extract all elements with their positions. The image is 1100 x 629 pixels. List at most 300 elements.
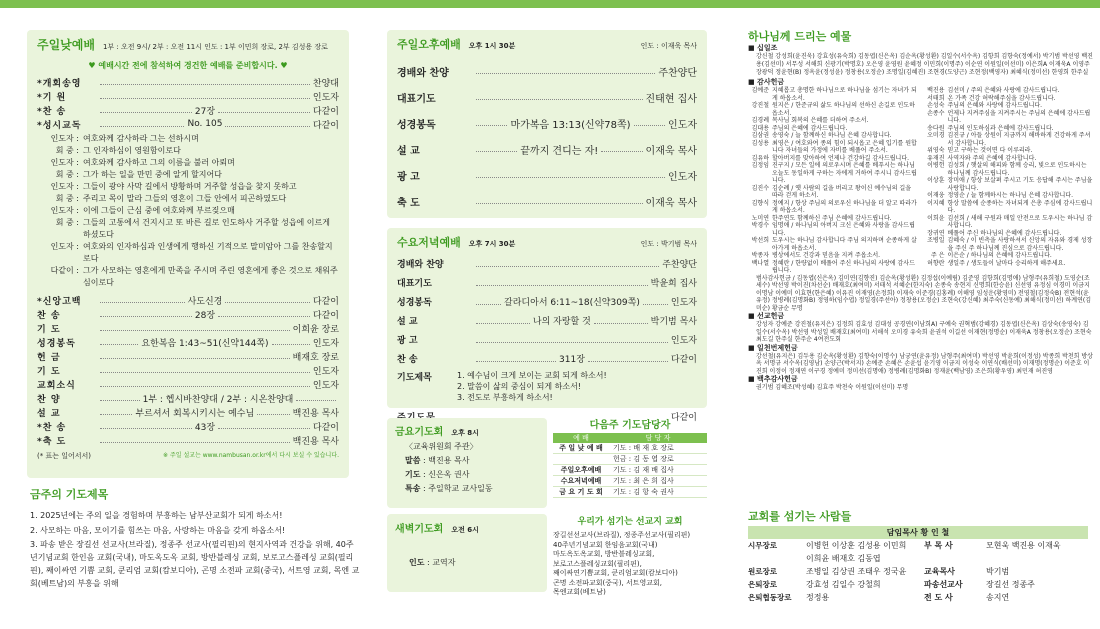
order-content: 요한복음 1:43~51(신약144쪽) [141,338,269,349]
next-week-person: 기도 : 김 항 숙 권사 [613,488,674,496]
order-row [397,254,697,273]
dot-leader [476,299,501,305]
servers-table [748,539,1088,604]
thanks-name: 주 은 [931,252,945,259]
order-content: 27장 [194,106,216,117]
order-label: 광 고 [397,171,420,183]
servers-names: 강효성 김일수 강철희 [806,580,881,589]
next-week-head: 예 배 [573,434,589,442]
thanks-text: 지혜롭고 총명한 하나님으로 하나님을 섬기는 자녀가 되게 하옵소서. [772,87,917,102]
servers-names: 박기범 [986,567,1010,576]
dot-leader [100,423,192,429]
thanks-row [748,125,918,133]
reading-text: 그들의 고통에서 건지시고 또 바른 길로 인도하사 거주할 성읍에 이르게 하셨도다 [83,218,330,239]
thanks-text: 송영숙 / 늘 함께하신 하나님 은혜 감사합니다. [772,132,892,139]
servers-role: 전 도 사 [924,593,953,602]
servers-role: 부 목 사 [924,541,953,550]
thanks-row [748,185,918,200]
servers-names: 정정용 [806,593,830,602]
thanks-text: 임명애 / 하나님의 아버지 크신 은혜와 사랑을 감사드립니다. [772,222,915,237]
order-row [397,136,697,162]
thanks-text: 사역자와 주의 은혜에 감사합니다. [947,154,1037,162]
order-leader: 인도자 [670,298,698,308]
dot-leader [218,423,310,429]
thanks-row [748,200,918,215]
thanks-text: 김성희 / 햇살의 해피와 함께 승리, 빛으로 인도하시는 하나님께 감사드립니다. [947,162,1087,177]
order-leader: 배재호 장로 [292,352,339,363]
dot-leader [225,121,309,127]
dot-leader [218,311,310,317]
thanks-text: 병상에서도 건강과 믿음을 지켜 주옵소서. [772,252,881,259]
thanks-text: 할아버지를 맞아하여 언제나 건강하길 감사드립니다. [772,154,910,162]
order-row [37,89,339,103]
dot-leader [476,120,507,126]
dot-leader [476,94,643,100]
order-label: 경배와 찬양 [397,67,449,79]
thanks-text: 믿고 구하는 것이면 다 이루리라. [947,147,1033,154]
friday-row-label: 말씀 [405,456,421,465]
next-week-head: 담 당 자 [645,434,671,442]
order-row [37,433,339,447]
servers-role: 교육목사 [924,567,955,576]
offering-title: 하나님께 드리는 예물 [748,30,852,43]
thanks-row [748,155,918,163]
thanks-row [924,260,1094,268]
thanks-name: 손종수 [927,109,945,117]
servers-names: 조병일 김상권 조태우 정국윤 [806,567,907,576]
reading-text: 그가 사모하는 영혼에게 만족을 주시며 주린 영혼에게 좋은 것으로 채워주심이로다 [83,266,338,287]
thanks-name: 허향란 [927,259,945,267]
burnt-offering-heading: ■ 일천번제헌금 [748,343,798,352]
afternoon-leader: 인도 : 이재욱 목사 [640,42,697,50]
thanks-row [924,102,1094,110]
thanks-row [924,177,1094,192]
dawn-time: 오전 6시 [451,526,479,534]
dawn-prayer-panel: 새벽기도회 오전 6시 인도 : 교역자 [387,514,547,592]
servers-row [748,578,1088,591]
thanks-text: 장미애 / 항상 보살펴 주시고 기도 응답해 주시는 주님을 사랑합니다. [947,177,1093,192]
prayer-item: 2. 사모하는 마음, 모이기를 힘쓰는 마음, 사랑하는 마음을 갖게 하옵소서! [30,526,286,535]
dot-leader [296,395,336,401]
order-leader: 인도자 [668,119,698,131]
thanks-text: 항상 말씀에 순종하는 자녀되게 은총 주심에 감사드립니다. [947,199,1093,214]
thanks-text: 이은순 / 하나님의 은혜에 감사드립니다. [947,252,1052,259]
order-content: 부르셔서 회복시키시는 예수님 [135,408,255,419]
thanks-row [924,230,1094,238]
thanks-name: 김진수 [751,184,769,192]
thanks-row [748,162,918,185]
reading-text: 그가 하는 일을 만민 중에 알게 할지어다 [83,170,222,179]
thanks-text: 최영은 / 여호와여 종의 힘이 되시옵고 은혜 입기를 원합니다 자녀들의 가정에 자비를 베풀어 주소서. [772,139,917,154]
next-week-row [553,465,707,476]
dot-leader [100,107,192,113]
dawn-value: 교역자 [432,558,456,567]
thanks-list-left [748,87,918,275]
dot-leader [218,107,310,113]
reading-row [37,169,339,181]
reading-text: 여호와께 감사하고 그의 이름을 불러 아뢰며 [83,158,235,167]
dot-leader [100,339,138,345]
order-row [37,377,339,391]
thanks-text: 김선미 / 주의 은혜와 사랑에 감사드립니다. [947,87,1060,94]
wednesday-time: 오후 7시 30분 [468,240,516,248]
reading-row [37,145,339,157]
thanks-name: 박경수 [751,222,769,229]
order-leader: 진태현 집사 [645,93,697,105]
thanks-name: 백나열 [751,259,769,267]
order-label: 찬 양 [37,394,61,405]
thanks-name: 이병헌 [927,162,945,169]
order-content: No. 105 [187,119,223,129]
reading-row [37,133,339,145]
thanks-row [924,237,1094,252]
order-label: *찬 송 [37,422,67,433]
senior-pastor: 담임목사 황 인 철 [748,526,1088,539]
servers-role: 파송선교사 [924,580,963,589]
friday-title: 금요기도회 [395,427,444,438]
afternoon-service-panel [387,30,707,218]
thanks-name: 김대용 [751,124,769,132]
order-label: *기 원 [37,92,67,103]
friday-prayer-panel: 금요기도회 오후 8시 〈교육위원회 주관〉 말씀 : 백진용 목사 기도 : 신은옥 권사 특송 : 주일학교 교사일동 [387,418,547,508]
dot-leader [100,353,290,359]
thanks-row [924,87,1094,95]
dot-leader [100,121,184,127]
thanks-text: 주님의 은혜에 감사드립니다. [772,124,848,132]
reading-row [37,181,339,193]
thanks-name: 이재웅 [927,192,945,199]
order-leader: 다같이 [312,106,339,117]
thanks-text: 김진규 / 아들 상원이 지금까지 해바하게 건강하게 주셔서 감사합니다. [947,132,1091,147]
reading-text: 그 인자하심이 영원함이로다 [83,146,181,155]
order-label: 성경봉독 [37,338,76,349]
servers-row [748,591,1088,604]
thanks-name: 김성용 [751,139,769,147]
next-week-prayer-section [553,416,707,498]
wednesday-prayer-item: 2. 말씀이 삶의 중심이 되게 하소서! [457,382,582,391]
order-row [37,75,339,89]
dot-leader [257,409,289,415]
order-row [397,110,697,136]
order-row [37,349,339,363]
order-label: *성시교독 [37,120,82,131]
thanks-text: 정혜란 / 한량없이 베풀어 주신 하나님의 사랑에 감사드립니다. [772,259,915,274]
mission-line: 목엔교회(베트남) [553,588,606,596]
thanks-text: 진구지 / 모든 일에 의로우시며 은혜를 베푸시는 하나님 오늘도 동일하게 구하는 자에게 거하여 주시니 감사드립니다. [772,162,917,184]
friday-row-value: 백진용 목사 [428,456,470,465]
mission-line: 마도옥도옥교회, 방반블레싱교회, [553,550,655,558]
reading-speaker: 회 중 : [55,194,79,203]
order-row [397,58,697,84]
dot-leader [476,146,517,152]
friday-row-label: 기도 [405,470,421,479]
wednesday-order [397,254,697,368]
afternoon-title: 주일오후예배 [397,38,461,51]
thanks-name: 서태희 [927,94,945,102]
thanks-heading: ■ 감사헌금 [748,78,785,86]
top-accent-bar [0,0,1100,8]
order-content: 28장 [194,310,216,321]
next-week-service: 금 요 기 도 회 [559,488,603,496]
thanks-name: 박종자 [751,252,769,259]
thanks-name: 이지혜 [927,199,945,207]
servers-role [924,552,986,565]
order-content: 1부 : 헵시바찬양대 / 2부 : 시온찬양대 [142,394,294,405]
sunday-notice: ♥ 예배시간 전에 참석하여 경건한 예배를 준비합시다. ♥ [88,61,288,70]
friday-host: 〈교육위원회 주관〉 [405,442,478,451]
thanks-row [924,162,1094,177]
reading-text: 주리고 목이 말라 그들의 영혼이 그들 안에서 피곤하였도다 [83,194,287,203]
thanks-name: 손성숙 [927,102,945,109]
order-label: *신앙고백 [37,296,82,307]
thanks-row [748,237,918,252]
friday-row-value: 신은옥 권사 [428,470,470,479]
tithe-list: 강신철 강성희(윤진욱) 강효성(유숙희) 김동엽(신은옥) 김순옥(황성환) 김일수(서수옥) 김항희 김항숙(정예서) 박기범 박선영 백진용(김선미) 서무성 서해희 신광기(박명호) 오은영 윤영원 윤혜정 이민희(이명주) 이순연 이원일(이선미) 이은희A 이재욱A 이영주 장광덕 정윤현(B) 정옥윤(정성윤) 정창용(오정순) 조명일(김혜진) 조현경(도양근) 조현정(백영자) 최혜식(정미선) 한영희 한주실 [756,53,1093,76]
order-leader: 찬양대 [312,78,339,89]
order-leader: 백진용 목사 [292,408,339,419]
thanks-name: 오미경 [927,132,945,139]
next-week-row [553,476,707,487]
thanks-row [924,252,1094,260]
website-note: ※ 주일 설교는 www.nambusan.or.kr에서 다시 보실 수 있습니다. [163,452,339,459]
order-row [37,117,339,131]
missions-section [553,514,707,598]
order-leader: 인도자 [312,92,339,103]
thanks-row [924,132,1094,147]
reading-text: 여호와께 감사하라 그는 선하시며 [83,134,199,143]
wednesday-service-panel [387,228,707,423]
next-week-service: 수요저녁예배 [560,477,602,485]
order-leader: 인도자 [670,336,697,346]
tithe-heading: ■ 십일조 [748,44,778,52]
dot-leader [272,339,310,345]
order-label: 설 교 [397,145,420,157]
order-label: 찬 송 [397,355,418,365]
thanks-name: 조병일 [927,237,945,244]
reading-speaker: 인도자 : [50,182,79,191]
order-label: 경배와 찬양 [397,260,444,270]
order-content: 갈라디아서 6:11~18(신약309쪽) [504,298,640,308]
order-label: 대표기도 [397,279,432,289]
order-content: 311장 [559,355,585,365]
dot-leader [100,79,310,85]
reading-row [37,217,339,241]
servers-role: 은퇴장로 [748,580,777,589]
order-row [397,84,697,110]
servers-names [986,552,1088,565]
order-label: 성경봉독 [397,119,436,131]
next-week-row [553,487,707,498]
thanks-text: 주님의 은혜와 사랑에 감사드립니다. [947,102,1043,109]
thanks-name: 박선희 [751,237,769,244]
dot-leader [601,146,642,152]
order-label: 축 도 [397,197,420,209]
order-label: *찬 송 [37,106,67,117]
order-label: 광 고 [397,336,418,346]
thanks-row [748,252,918,260]
dot-leader [100,93,310,99]
prayer-topics-section [30,486,360,590]
sunday-time: 1부 : 오전 9시/ 2부 : 오전 11시 인도 : 1부 이민희 장로, 2부 김성용 장로 [102,43,328,51]
dot-leader [100,437,290,443]
dot-leader [225,297,310,303]
missions-title: 우리가 섬기는 선교지 교회 [577,517,683,527]
order-leader: 다같이 [670,355,697,365]
order-leader: 다같이 [312,422,339,433]
dot-leader [594,318,648,324]
order-row [397,188,697,214]
wednesday-prayer-item: 1. 예수님이 크게 보이는 교회 되게 하소서! [457,371,607,380]
reading-text: 이에 그들이 근심 중에 여호와께 부르짖으매 [83,206,235,215]
dot-leader [643,299,668,305]
order-leader: 인도자 [312,338,339,349]
dot-leader [100,395,140,401]
order-leader: 다같이 [312,310,339,321]
afternoon-order [397,58,697,214]
order-label: 대표기도 [397,93,436,105]
dot-leader [476,318,530,324]
order-content: 마가복음 13:13(신약78쪽) [510,119,631,131]
order-label: 기 도 [37,366,61,377]
thanks-row [748,215,918,223]
thanks-text: 온 가족 건강 허락해주심을 감사드립니다. [947,94,1056,102]
reading-speaker: 인도자 : [50,134,79,143]
mission-line: 곤명 소전파교회(중국), 서트영교회, [553,578,663,587]
order-label: *개회송영 [37,78,82,89]
thanks-name: 김정임 [751,162,769,169]
order-leader: 인도자 [312,380,339,391]
next-week-person: 기도 : 최 은 희 집사 [613,477,674,485]
thanks-row [748,222,918,237]
mission-line: 째이싸연기쁨교회, 쿤리엄교회(캄보디아) [553,569,678,577]
order-leader: 주찬양단 [658,67,697,79]
thanks-name: 강진철 [751,102,769,109]
order-label: 헌 금 [37,352,61,363]
servers-title: 교회를 섬기는 사람들 [748,510,852,523]
reading-text: 그들이 광야 사막 길에서 방황하며 거주할 성읍을 찾지 못하고 [83,182,297,191]
dot-leader [476,356,556,362]
thanks-text: 언제나 지켜주심을 지켜주시는 주님의 은혜에 감사드립니다. [947,109,1091,124]
order-leader: 다같이 [312,120,340,131]
reading-speaker: 인도자 : [50,206,79,215]
responsive-reading [37,133,339,289]
sunday-order-bottom [37,293,339,447]
dot-leader [476,337,668,343]
thanks-name: 김향식 [751,199,769,207]
mission-line: 보로고스플레싱교회(필리핀), [553,559,642,568]
next-week-row [553,443,707,454]
wednesday-leader: 인도 : 박기범 목사 [640,240,697,248]
dot-leader [100,381,310,387]
next-week-row [553,454,707,465]
burnt-offering-list: 강선철(유지은) 김두용 김순옥(황성환) 김향숙(이명수) 남궁연(윤유정) 남형주(최여미) 박선영 박윤희(이정성) 박종희 박천희 방상옥 서명규 서수옥(김영남) 손양근(박서지) 손예준 손혜은 손윤섭 윤기영 이금지 이성숙 이연식(배선미) 이재명(정명순) 이준호 이진희 이정이 정재연 이구경 정예미 정미선(김명애) 정병례(김명화B) 정재윤(백남영) 조은희(황우영) 최민재 허진영 [756,352,1093,375]
thanks-row [748,260,918,275]
thanks-row [924,125,1094,133]
dot-leader [100,409,132,415]
dot-leader [476,172,665,178]
dot-leader [476,261,659,267]
dot-leader [476,68,655,74]
prayer-topics-title: 금주의 기도제목 [30,488,109,501]
wednesday-prayer-item: 3. 전도로 부흥하게 하소서! [457,393,553,402]
order-row [397,330,697,349]
order-row [37,405,339,419]
thanks-text: 정영순 / 늘 함께하시는 하나님 은혜 감사합니다. [947,192,1073,199]
order-row [397,273,697,292]
wednesday-prayer-label: 기도제목 [397,373,432,383]
thanks-text: 김선희 / 새해 구원과 매일 안전으로 도우시는 하나님 감사합니다. [947,214,1093,229]
prayer-item: 1. 2025년에는 주의 일을 경험하며 부흥하는 남부산교회가 되게 하소서! [30,511,283,520]
thanks-text: 원지은 / 한준규의 삶도 하나님의 선하신 손길로 인도하옵소서. [772,102,915,117]
servers-names: 이병헌 이상훈 김성용 이민희 [806,541,907,550]
wednesday-title: 수요저녁예배 [397,236,461,249]
thanks-text: 김혜숙 / 이 빈측을 사랑하셔서 신앙의 자유와 경제 성장을 주신 주 하나님께 진심으로 감사드립니다. [947,237,1093,252]
order-leader: 다같이 [312,296,339,307]
order-leader: 박윤희 집사 [650,279,697,289]
dot-leader [476,198,643,204]
thanks-row [924,155,1094,163]
order-content: 나의 자랑할 것 [532,317,591,327]
dot-leader [100,297,185,303]
reading-row [37,157,339,169]
dawn-label: 인도 [409,558,425,567]
thanks-row [924,192,1094,200]
order-leader: 이희윤 장로 [292,324,339,335]
reading-text: 여호와의 인자하심과 인생에게 행하신 기적으로 말미암아 그를 찬송할지로다 [83,242,333,263]
thanks-row [924,110,1094,125]
order-row [37,307,339,321]
servers-names: 장길선 정종주 [986,580,1035,589]
prayer-item: 3. 파송 받은 장길선 선교사(브라질), 정종주 선교사(필리핀)의 현지사역과 건강을 위해, 40주년기념교회 한인음 교회(국내), 마도옥도옥 교회, 방반블레싱 교회, 보로고스플레싱 교회(필리핀), 째이싸연 기쁨 교회, 쿤리엄 교회(캄보디아), 곤명 소전파 교회(중국), 서트영 교회, 목엔 교회(베트남)의 부흥을 위해 [30,540,360,588]
reading-row [37,193,339,205]
order-row [37,103,339,117]
order-label: 설 교 [37,408,61,419]
next-week-person: 헌금 : 김 동 엽 장로 [613,455,674,463]
dot-leader [100,311,192,317]
servers-names: 모현욱 백진용 이재욱 [986,541,1061,550]
reading-speaker: 회 중 : [55,218,79,227]
thanks-text: 주님의 인도하심과 은혜에 감사드립니다. [947,124,1054,132]
order-leader: 인도자 [668,171,697,183]
order-leader: 인도자 [312,366,339,377]
reading-speaker: 회 중 : [55,146,79,155]
order-leader: 박기범 목사 [650,317,698,327]
thanks-row [748,87,918,102]
servers-row [748,552,1088,565]
thanks-name: 이상훈 [927,177,945,184]
friday-row-value: 주일학교 교사일동 [428,484,493,493]
order-content: 끝까지 견디는 자! [520,145,599,157]
thanks-text: 김순례 / 옛 사람의 길을 버리고 왕이신 예수님의 길을 따라 걷게 하소서. [772,184,911,199]
order-label: *축 도 [37,436,67,447]
order-row [397,311,697,330]
mission-offering-list: 강성자 강예준 강진철(유지은) 김정희 김효성 김대성 공경연(이남희A) 구예숙 권혁범(강혜경) 김동엽(신은옥) 김상숙(송영숙) 김일수(서수옥) 박선영 박성일 배재호(최여미) 서해석 오미경 유숙희 윤권석 이길선 이재현(정명순) 이재욱A 정창용(오정순) 조현숙 최도길 한주실 한주순 4여전도회 [756,321,1092,343]
reading-speaker: 인도자 : [50,158,79,167]
lords-prayer-who: 다같이 [670,412,697,423]
order-label: 찬 송 [37,310,61,321]
order-leader: 이재욱 목사 [645,145,698,157]
order-row [37,363,339,377]
sunday-order-top [37,75,339,131]
thanks-name: 송다원 [927,124,945,132]
reading-row [37,205,339,217]
thanks-name: 위영숙 [927,147,945,154]
thanks-name: 김유하 [751,154,769,162]
servers-row [748,565,1088,578]
thanks-text: 한주연도 함께하신 주님 은혜에 감사드립니다. [772,214,892,222]
thanks-text: 도우시는 하나님 감사합니다 주님 의지하며 순종하게 살아가게 하옵소서. [772,237,917,252]
next-week-service [553,454,609,464]
